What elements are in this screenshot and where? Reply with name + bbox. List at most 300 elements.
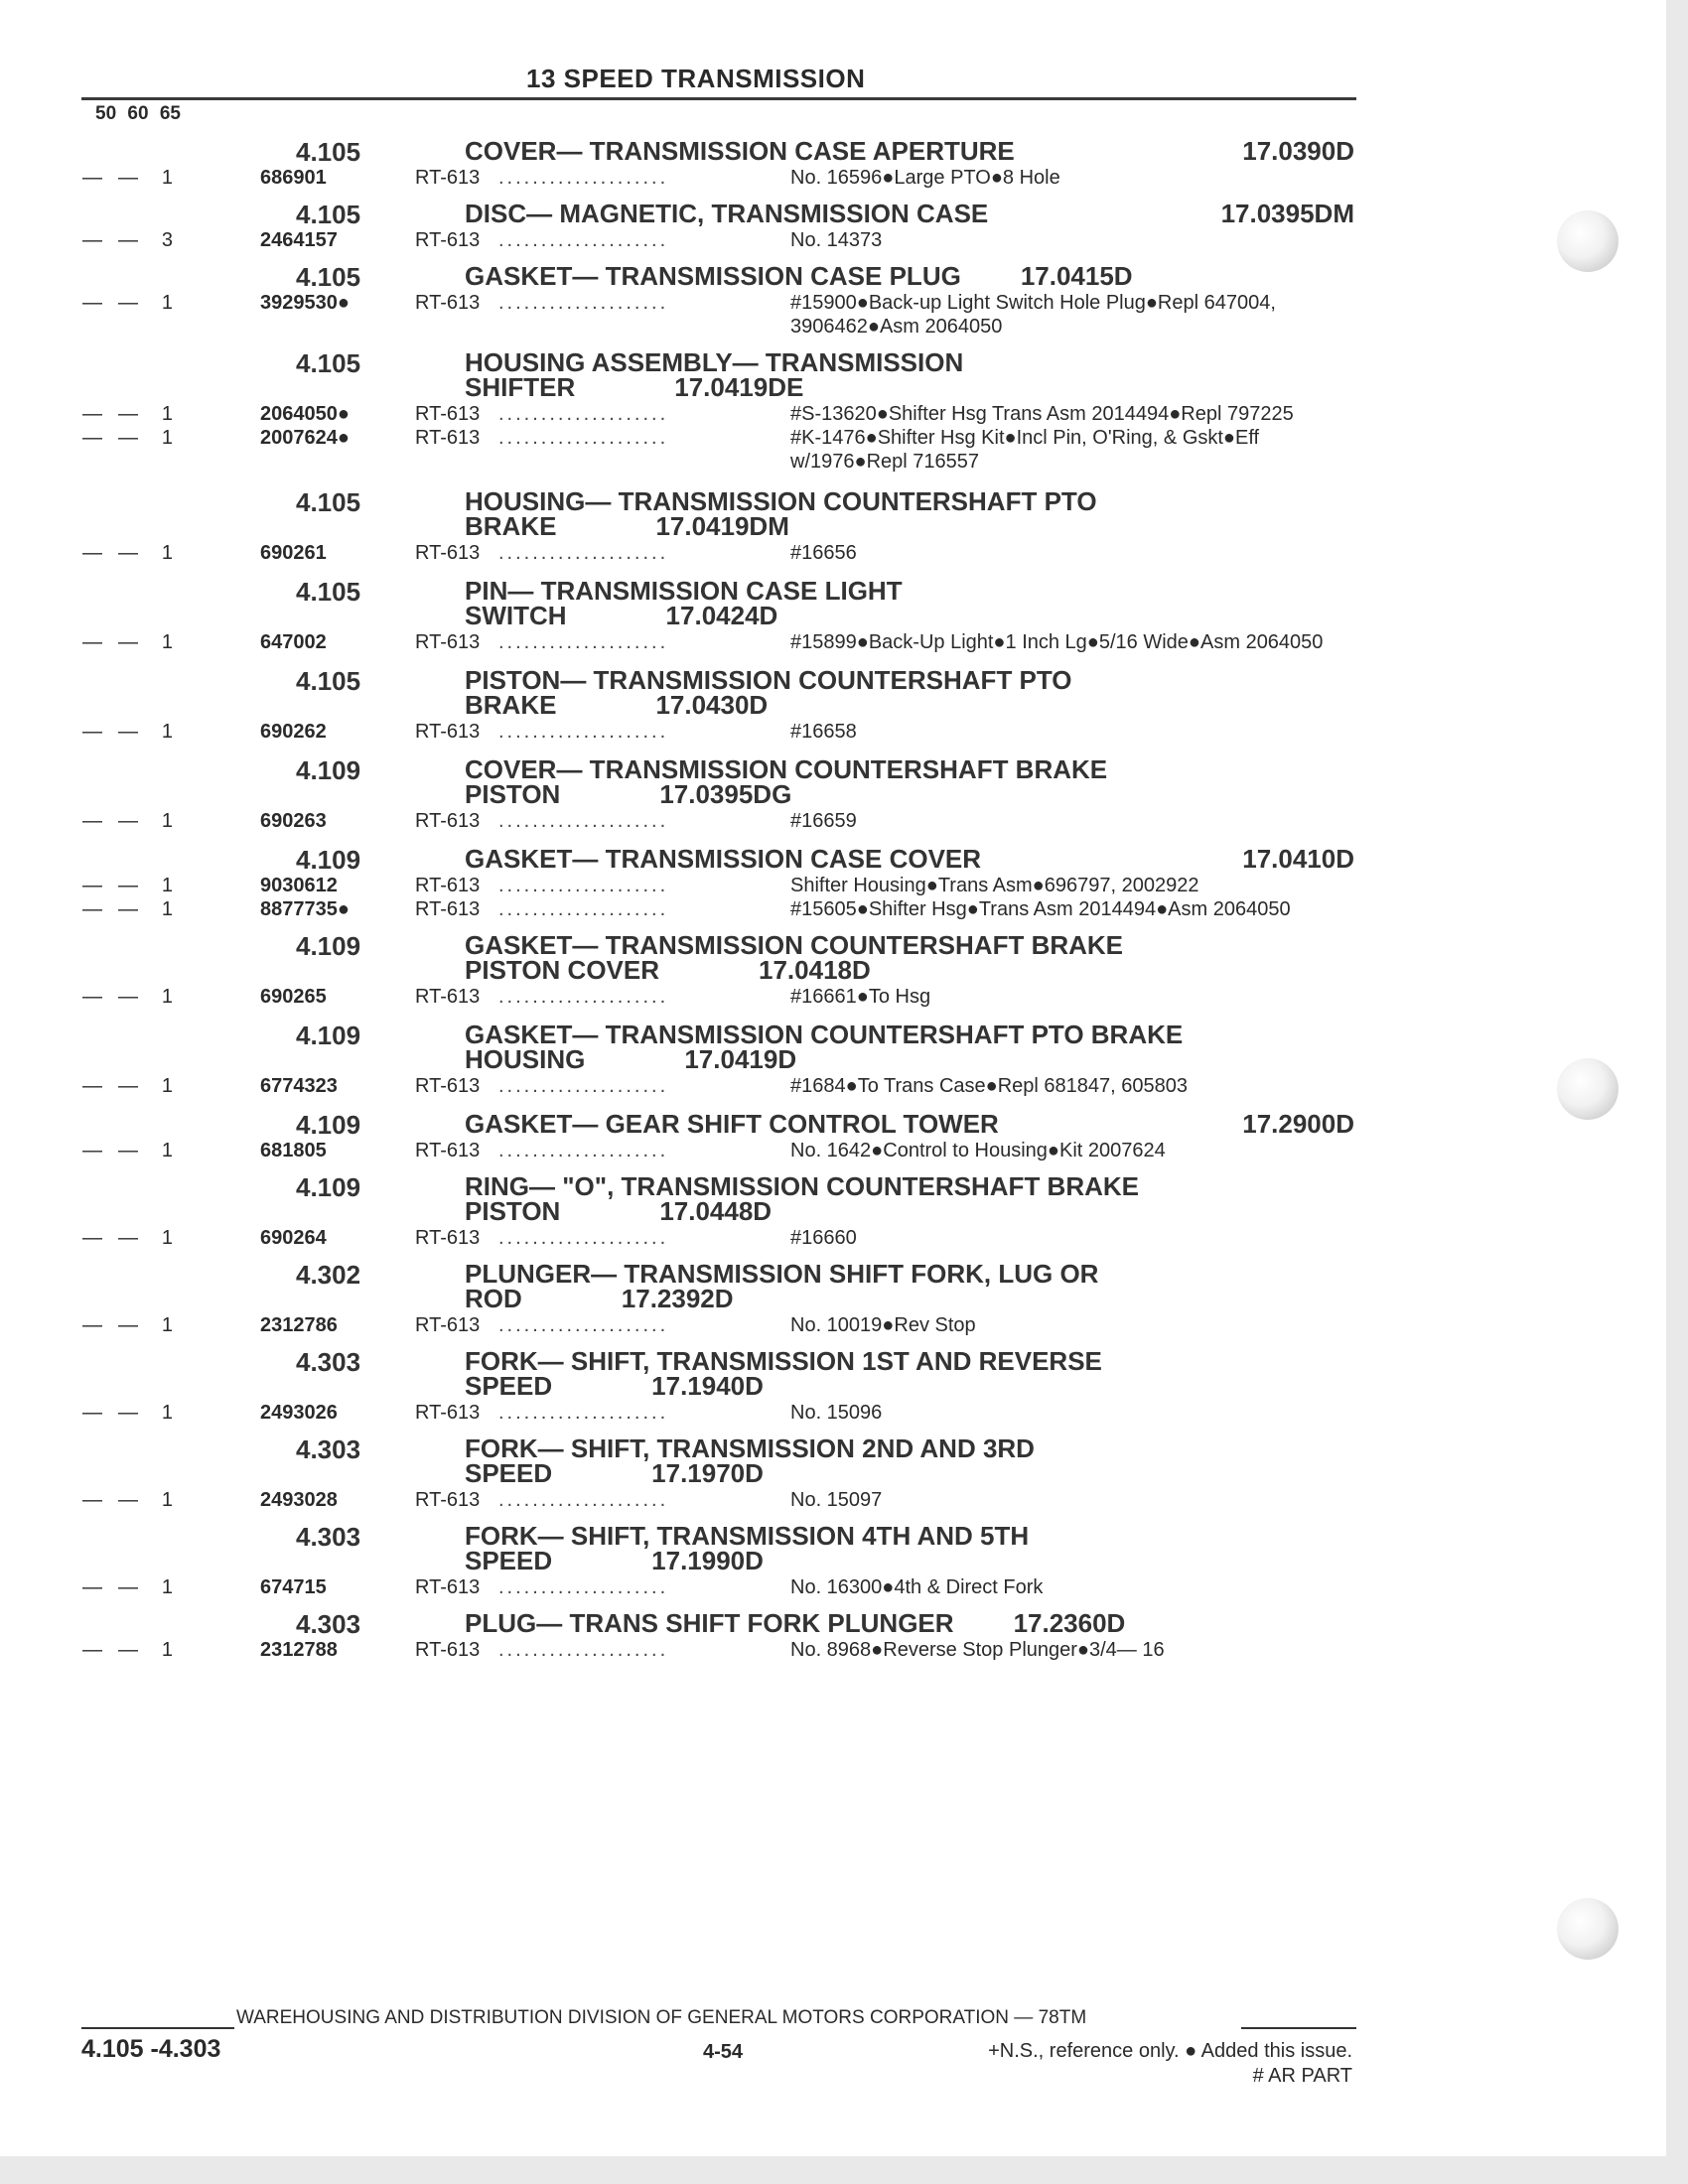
section-number: 4.303 <box>296 1434 361 1464</box>
catalog-entry <box>81 200 1362 252</box>
part-description <box>465 1434 1362 1461</box>
part-number: 2064050● <box>260 403 350 425</box>
description-text: RING— "O", TRANSMISSION COUNTERSHAFT BRAKE <box>465 1171 1139 1201</box>
description-text: SWITCH <box>465 601 567 630</box>
qty-60: — <box>118 721 138 743</box>
qty-60: — <box>118 542 138 564</box>
qty-65: 1 <box>161 542 173 564</box>
description-text: SPEED <box>465 1458 553 1488</box>
qty-50: — <box>82 427 102 449</box>
quantity-columns <box>81 291 211 315</box>
qty-65: 3 <box>161 229 173 251</box>
part-number: 2493026 <box>260 1402 338 1424</box>
qty-50: — <box>82 229 102 251</box>
qty-60: — <box>118 986 138 1008</box>
group-code: 17.2360D <box>1013 1608 1126 1638</box>
entry-header <box>81 577 1362 628</box>
model-code: RT-613 <box>415 229 481 251</box>
model-code: RT-613 <box>415 631 481 653</box>
qty-60: — <box>118 1576 138 1598</box>
qty-60: — <box>118 898 138 920</box>
model-code: RT-613 <box>415 292 481 314</box>
catalog-entry <box>81 931 1362 1009</box>
section-number: 4.109 <box>296 755 361 785</box>
quantity-columns <box>81 1139 211 1162</box>
section-number: 4.105 <box>296 348 361 378</box>
qty-65: 1 <box>161 986 173 1008</box>
part-row <box>81 897 1362 921</box>
group-code: 17.0448D <box>659 1196 773 1226</box>
quantity-columns <box>81 1074 211 1098</box>
binder-hole <box>1557 210 1618 272</box>
group-code: 17.0390D <box>1242 136 1354 166</box>
part-description-cont <box>465 511 1362 541</box>
catalog-entry <box>81 1347 1362 1425</box>
section-number: 4.109 <box>296 931 361 961</box>
part-description-cont <box>465 372 1362 402</box>
section-number: 4.303 <box>296 1522 361 1552</box>
footer-note-legend: +N.S., reference only. ● Added this issue. <box>988 2040 1352 2062</box>
group-code: 17.0395DM <box>1220 199 1354 228</box>
part-remarks: #16661●To Hsg <box>790 986 931 1008</box>
qty-50: — <box>82 542 102 564</box>
section-number: 4.105 <box>296 200 361 229</box>
part-description <box>465 137 1362 164</box>
qty-65: 1 <box>161 721 173 743</box>
parts-list <box>81 127 1362 1662</box>
quantity-columns <box>81 720 211 744</box>
qty-65: 1 <box>161 1227 173 1249</box>
group-code: 17.0419D <box>684 1044 797 1074</box>
leader-dots: .................... <box>498 1576 669 1598</box>
qty-60: — <box>118 1402 138 1424</box>
leader-dots: .................... <box>498 1140 669 1161</box>
part-number: 690261 <box>260 542 327 564</box>
part-remarks: No. 10019●Rev Stop <box>790 1314 976 1336</box>
description-text: GASKET— GEAR SHIFT CONTROL TOWER <box>465 1109 999 1139</box>
description-text: PLUNGER— TRANSMISSION SHIFT FORK, LUG OR <box>465 1259 1099 1289</box>
leader-dots: .................... <box>498 542 669 564</box>
entry-header <box>81 261 1362 292</box>
entry-header <box>81 1347 1362 1399</box>
part-description <box>465 200 1362 226</box>
qty-65: 1 <box>161 1576 173 1598</box>
leader-dots: .................... <box>498 721 669 743</box>
part-number: 3929530● <box>260 292 350 314</box>
part-row <box>81 1575 1362 1599</box>
description-text: PISTON <box>465 779 561 809</box>
leader-dots: .................... <box>498 631 669 653</box>
entry-header <box>81 487 1362 539</box>
part-number: 690262 <box>260 721 327 743</box>
qty-65: 1 <box>161 1489 173 1511</box>
description-text: COVER— TRANSMISSION CASE APERTURE <box>465 136 1015 166</box>
part-row <box>81 1226 1362 1250</box>
quantity-columns <box>81 402 211 426</box>
part-description-cont <box>465 1371 1362 1401</box>
part-remarks: #15900●Back-up Light Switch Hole Plug●Repl 647004, 3906462●Asm 2064050 <box>790 292 1276 338</box>
entry-header <box>81 666 1362 718</box>
part-row <box>81 1638 1362 1662</box>
leader-dots: .................... <box>498 229 669 251</box>
quantity-columns <box>81 166 211 190</box>
qty-50: — <box>82 1576 102 1598</box>
section-number: 4.109 <box>296 1172 361 1202</box>
qty-60: — <box>118 631 138 653</box>
part-description-cont <box>465 1458 1362 1488</box>
leader-dots: .................... <box>498 167 669 189</box>
model-code: RT-613 <box>415 810 481 832</box>
group-code: 17.0424D <box>665 601 778 630</box>
part-description <box>465 845 1362 872</box>
qty-50: — <box>82 721 102 743</box>
catalog-entry <box>81 1260 1362 1337</box>
part-number: 2312788 <box>260 1639 338 1661</box>
part-description <box>465 931 1362 958</box>
description-text: HOUSING <box>465 1044 586 1074</box>
leader-dots: .................... <box>498 1639 669 1661</box>
quantity-columns <box>81 985 211 1009</box>
part-remarks: No. 14373 <box>790 229 883 251</box>
quantity-columns <box>81 1401 211 1425</box>
description-text: SHIFTER <box>465 372 576 402</box>
footer-section-range: 4.105 -4.303 <box>81 2035 221 2063</box>
leader-dots: .................... <box>498 898 669 920</box>
qty-60: — <box>118 1140 138 1161</box>
catalog-entry <box>81 1021 1362 1098</box>
part-description-cont <box>465 1284 1362 1313</box>
model-code: RT-613 <box>415 1639 481 1661</box>
model-code: RT-613 <box>415 721 481 743</box>
part-description-cont <box>465 690 1362 720</box>
part-number: 2493028 <box>260 1489 338 1511</box>
qty-60: — <box>118 875 138 896</box>
entry-header <box>81 1260 1362 1311</box>
qty-65: 1 <box>161 403 173 425</box>
catalog-entry <box>81 755 1362 833</box>
part-description <box>465 1609 1362 1636</box>
group-code: 17.1940D <box>651 1371 764 1401</box>
part-description-cont <box>465 1546 1362 1575</box>
catalog-entry <box>81 1172 1362 1250</box>
group-code: 17.2392D <box>621 1284 734 1313</box>
section-number: 4.105 <box>296 262 361 292</box>
catalog-entry <box>81 487 1362 565</box>
footer-division: WAREHOUSING AND DISTRIBUTION DIVISION OF GENERAL MOTORS CORPORATION — 78TM <box>236 2007 1087 2028</box>
qty-65: 1 <box>161 1140 173 1161</box>
description-text: PISTON— TRANSMISSION COUNTERSHAFT PTO <box>465 665 1072 695</box>
part-remarks: Shifter Housing●Trans Asm●696797, 2002922 <box>790 875 1199 896</box>
section-number: 4.105 <box>296 487 361 517</box>
part-row <box>81 291 1362 339</box>
part-row <box>81 985 1362 1009</box>
part-description <box>465 487 1362 514</box>
footer-rule-right <box>1241 2027 1356 2029</box>
quantity-columns <box>81 897 211 921</box>
part-description-cont <box>465 779 1362 809</box>
part-remarks: #1684●To Trans Case●Repl 681847, 605803 <box>790 1075 1188 1097</box>
footer-rule-left <box>81 2027 234 2029</box>
group-code: 17.0419DM <box>655 511 789 541</box>
part-row <box>81 630 1362 654</box>
part-remarks: #16656 <box>790 542 857 564</box>
qty-65: 1 <box>161 1402 173 1424</box>
binder-hole <box>1557 1058 1618 1120</box>
description-text: PLUG— TRANS SHIFT FORK PLUNGER <box>465 1608 954 1638</box>
leader-dots: .................... <box>498 810 669 832</box>
group-code: 17.0410D <box>1242 844 1354 874</box>
leader-dots: .................... <box>498 875 669 896</box>
qty-50: — <box>82 167 102 189</box>
part-number: 2312786 <box>260 1314 338 1336</box>
page-title: 13 SPEED TRANSMISSION <box>526 64 866 93</box>
model-code: RT-613 <box>415 898 481 920</box>
part-description <box>465 666 1362 693</box>
part-row <box>81 720 1362 744</box>
part-remarks: No. 1642●Control to Housing●Kit 2007624 <box>790 1140 1166 1161</box>
qty-50: — <box>82 898 102 920</box>
catalog-entry <box>81 1522 1362 1599</box>
qty-65: 1 <box>161 631 173 653</box>
catalog-entry <box>81 1110 1362 1162</box>
part-remarks: No. 8968●Reverse Stop Plunger●3/4— 16 <box>790 1639 1165 1661</box>
quantity-columns <box>81 1313 211 1337</box>
description-text: GASKET— TRANSMISSION CASE PLUG <box>465 261 961 291</box>
qty-60: — <box>118 229 138 251</box>
part-number: 2007624● <box>260 427 350 449</box>
part-remarks: #15899●Back-Up Light●1 Inch Lg●5/16 Wide●Asm 2064050 <box>790 631 1324 653</box>
entry-header <box>81 1021 1362 1072</box>
entry-header <box>81 844 1362 875</box>
description-text: COVER— TRANSMISSION COUNTERSHAFT BRAKE <box>465 754 1108 784</box>
part-row <box>81 1074 1362 1098</box>
leader-dots: .................... <box>498 292 669 314</box>
qty-65: 1 <box>161 1639 173 1661</box>
group-code: 17.0419DE <box>674 372 804 402</box>
entry-header <box>81 931 1362 983</box>
model-code: RT-613 <box>415 167 481 189</box>
qty-50: — <box>82 1402 102 1424</box>
description-text: HOUSING— TRANSMISSION COUNTERSHAFT PTO <box>465 486 1097 516</box>
part-description-cont <box>465 1044 1362 1074</box>
qty-65: 1 <box>161 810 173 832</box>
quantity-columns <box>81 630 211 654</box>
part-description <box>465 1260 1362 1287</box>
part-remarks: No. 16596●Large PTO●8 Hole <box>790 167 1060 189</box>
part-description <box>465 262 1362 289</box>
qty-50: — <box>82 1227 102 1249</box>
section-number: 4.302 <box>296 1260 361 1290</box>
qty-50: — <box>82 986 102 1008</box>
part-description-cont <box>465 601 1362 630</box>
qty-50: — <box>82 1489 102 1511</box>
description-text: DISC— MAGNETIC, TRANSMISSION CASE <box>465 199 989 228</box>
part-row <box>81 1139 1362 1162</box>
model-code: RT-613 <box>415 1402 481 1424</box>
qty-65: 1 <box>161 898 173 920</box>
description-text: SPEED <box>465 1546 553 1575</box>
model-code: RT-613 <box>415 1140 481 1161</box>
description-text: BRAKE <box>465 511 557 541</box>
group-code: 17.2900D <box>1242 1109 1354 1139</box>
part-row <box>81 541 1362 565</box>
entry-header <box>81 199 1362 229</box>
description-text: BRAKE <box>465 690 557 720</box>
part-number: 681805 <box>260 1140 327 1161</box>
description-text: PISTON <box>465 1196 561 1226</box>
leader-dots: .................... <box>498 1402 669 1424</box>
leader-dots: .................... <box>498 1227 669 1249</box>
group-code: 17.0395DG <box>659 779 792 809</box>
entry-header <box>81 348 1362 400</box>
part-number: 9030612 <box>260 875 338 896</box>
part-description <box>465 1110 1362 1137</box>
section-number: 4.109 <box>296 1110 361 1140</box>
description-text: FORK— SHIFT, TRANSMISSION 1ST AND REVERSE <box>465 1346 1102 1376</box>
section-number: 4.105 <box>296 666 361 696</box>
qty-50: — <box>82 1314 102 1336</box>
model-code: RT-613 <box>415 1227 481 1249</box>
group-code: 17.1990D <box>651 1546 764 1575</box>
section-number: 4.109 <box>296 845 361 875</box>
leader-dots: .................... <box>498 1489 669 1511</box>
part-remarks: No. 16300●4th & Direct Fork <box>790 1576 1044 1598</box>
description-text: GASKET— TRANSMISSION CASE COVER <box>465 844 982 874</box>
qty-65: 1 <box>161 1075 173 1097</box>
model-code: RT-613 <box>415 427 481 449</box>
part-row <box>81 166 1362 190</box>
model-code: RT-613 <box>415 986 481 1008</box>
quantity-columns <box>81 541 211 565</box>
part-number: 674715 <box>260 1576 327 1598</box>
qty-50: — <box>82 1140 102 1161</box>
quantity-columns <box>81 1638 211 1662</box>
qty-60: — <box>118 810 138 832</box>
part-row <box>81 1488 1362 1512</box>
qty-60: — <box>118 1489 138 1511</box>
qty-65: 1 <box>161 167 173 189</box>
entry-header <box>81 1172 1362 1224</box>
qty-60: — <box>118 427 138 449</box>
qty-50: — <box>82 875 102 896</box>
qty-50: — <box>82 292 102 314</box>
qty-65: 1 <box>161 427 173 449</box>
qty-60: — <box>118 403 138 425</box>
part-remarks: No. 15096 <box>790 1402 883 1424</box>
section-number: 4.109 <box>296 1021 361 1050</box>
section-number: 4.303 <box>296 1609 361 1639</box>
model-code: RT-613 <box>415 1576 481 1598</box>
qty-50: — <box>82 403 102 425</box>
entry-header <box>81 1434 1362 1486</box>
quantity-columns <box>81 1575 211 1599</box>
part-row <box>81 426 1362 474</box>
entry-header <box>81 755 1362 807</box>
part-description <box>465 755 1362 782</box>
group-code: 17.0415D <box>1020 261 1133 291</box>
quantity-columns <box>81 1226 211 1250</box>
entry-header <box>81 1522 1362 1573</box>
qty-60: — <box>118 1639 138 1661</box>
entry-header <box>81 136 1362 167</box>
qty-60: — <box>118 1075 138 1097</box>
part-number: 690263 <box>260 810 327 832</box>
binder-hole <box>1557 1898 1618 1960</box>
group-code: 17.0418D <box>759 955 871 985</box>
catalog-entry <box>81 262 1362 339</box>
description-text: SPEED <box>465 1371 553 1401</box>
catalog-entry <box>81 1434 1362 1512</box>
entry-header <box>81 1608 1362 1639</box>
description-text: GASKET— TRANSMISSION COUNTERSHAFT PTO BRAKE <box>465 1020 1184 1049</box>
part-description <box>465 1172 1362 1199</box>
part-remarks: #16660 <box>790 1227 857 1249</box>
qty-65: 1 <box>161 875 173 896</box>
part-description <box>465 577 1362 604</box>
catalog-entry <box>81 1609 1362 1662</box>
models-header: 50 60 65 <box>95 103 181 124</box>
description-text: PISTON COVER <box>465 955 660 985</box>
part-row <box>81 402 1362 426</box>
leader-dots: .................... <box>498 986 669 1008</box>
header-rule <box>81 97 1356 100</box>
model-code: RT-613 <box>415 542 481 564</box>
leader-dots: .................... <box>498 427 669 449</box>
quantity-columns <box>81 1488 211 1512</box>
description-text: FORK— SHIFT, TRANSMISSION 4TH AND 5TH <box>465 1521 1030 1551</box>
qty-50: — <box>82 1639 102 1661</box>
leader-dots: .................... <box>498 1314 669 1336</box>
description-text: GASKET— TRANSMISSION COUNTERSHAFT BRAKE <box>465 930 1124 960</box>
model-code: RT-613 <box>415 875 481 896</box>
part-number: 647002 <box>260 631 327 653</box>
leader-dots: .................... <box>498 1075 669 1097</box>
entry-header <box>81 1109 1362 1140</box>
description-text: PIN— TRANSMISSION CASE LIGHT <box>465 576 903 606</box>
section-number: 4.303 <box>296 1347 361 1377</box>
part-number: 690264 <box>260 1227 327 1249</box>
footer-notes <box>988 2039 1352 2089</box>
qty-50: — <box>82 1075 102 1097</box>
description-text: ROD <box>465 1284 522 1313</box>
part-remarks: #16659 <box>790 810 857 832</box>
model-code: RT-613 <box>415 1075 481 1097</box>
leader-dots: .................... <box>498 403 669 425</box>
section-number: 4.105 <box>296 577 361 607</box>
qty-65: 1 <box>161 1314 173 1336</box>
catalog-entry <box>81 137 1362 190</box>
part-row <box>81 809 1362 833</box>
part-number: 690265 <box>260 986 327 1008</box>
part-row <box>81 228 1362 252</box>
section-number: 4.105 <box>296 137 361 167</box>
group-code: 17.0430D <box>655 690 769 720</box>
qty-50: — <box>82 810 102 832</box>
part-row <box>81 1313 1362 1337</box>
model-code: RT-613 <box>415 1314 481 1336</box>
qty-65: 1 <box>161 292 173 314</box>
part-remarks: #K-1476●Shifter Hsg Kit●Incl Pin, O'Ring, & Gskt●Eff w/1976●Repl 716557 <box>790 427 1260 473</box>
model-code: RT-613 <box>415 1489 481 1511</box>
part-row <box>81 874 1362 897</box>
part-number: 686901 <box>260 167 327 189</box>
part-description-cont <box>465 955 1362 985</box>
footer-note-ar: # AR PART <box>1252 2065 1352 2087</box>
qty-60: — <box>118 167 138 189</box>
description-text: HOUSING ASSEMBLY— TRANSMISSION <box>465 347 964 377</box>
quantity-columns <box>81 874 211 897</box>
qty-60: — <box>118 1227 138 1249</box>
